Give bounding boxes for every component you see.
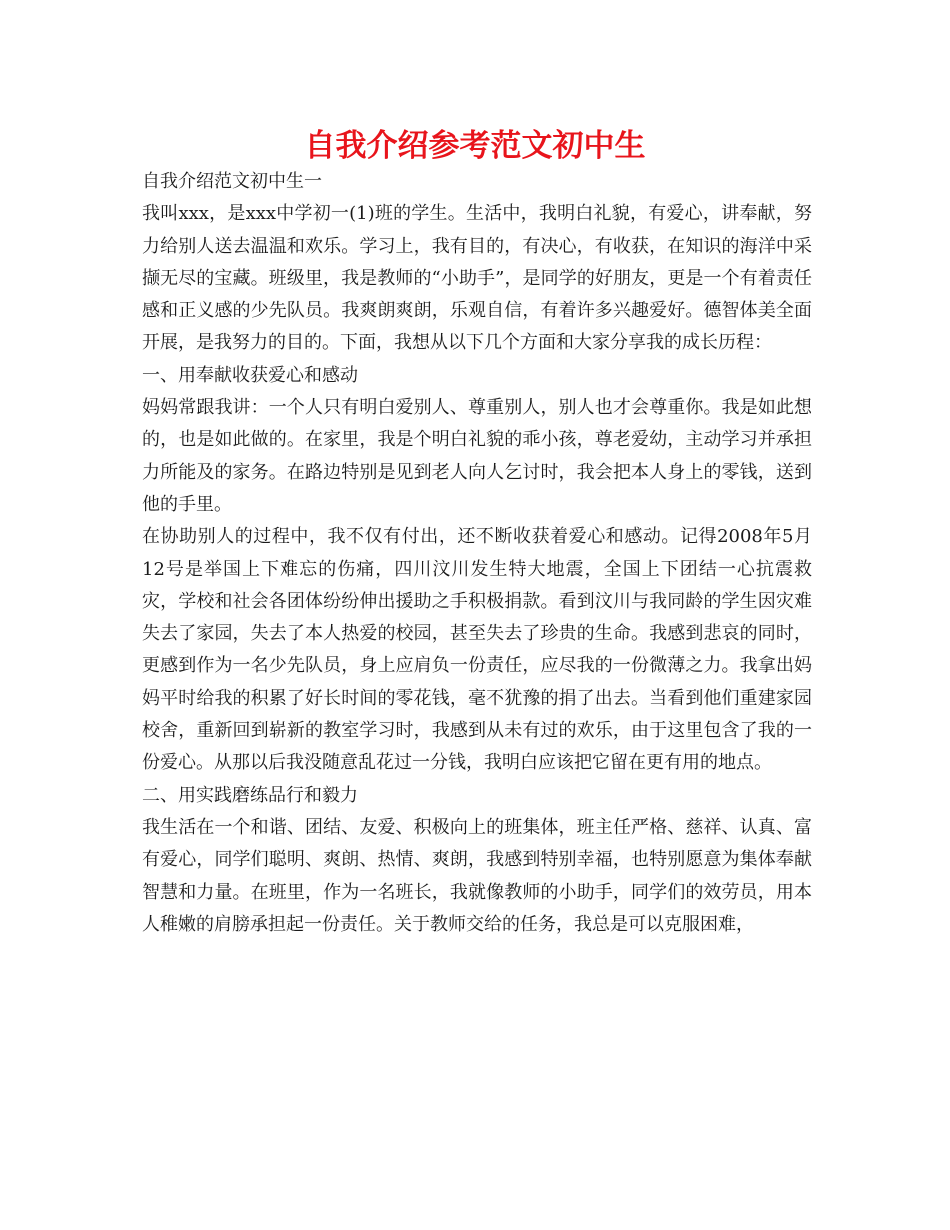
- section-heading: 自我介绍范文初中生一: [142, 171, 322, 192]
- section-heading: 一、用奉献收获爱心和感动: [142, 364, 358, 386]
- document-body: [142, 166, 812, 941]
- body-paragraph: 我生活在一个和谐、团结、友爱、积极向上的班集体，班主任严格、慈祥、认真、富有爱心，同学们聪明、爽朗、热情、爽朗，我感到特别幸福，也特别愿意为集体奉献智慧和力量。在班里，作为一名班长，我就像教师的小助手，同学们的效劳员，用本人稚嫩的肩膀承担起一份责任。关于教师交给的任务，我总是可以克服困难，: [142, 816, 812, 935]
- body-paragraph: 我叫xxx，是xxx中学初一(1)班的学生。生活中，我明白礼貌，有爱心，讲奉献，努力给别人送去温温和欢乐。学习上，我有目的，有决心，有收获，在知识的海洋中采撷无尽的宝藏。班级里，我是教师的“小助手”，是同学的好朋友，更是一个有着责任感和正义感的少先队员。我爽朗爽朗，乐观自信，有着许多兴趣爱好。德智体美全面开展，是我努力的目的。下面，我想从以下几个方面和大家分享我的成长历程：: [142, 203, 812, 354]
- body-paragraph: 在协助别人的过程中，我不仅有付出，还不断收获着爱心和感动。记得2008年5月12号是举国上下难忘的伤痛，四川汶川发生特大地震，全国上下团结一心抗震救灾，学校和社会各团体纷纷伸出援助之手积极捐款。看到汶川与我同龄的学生因灾难失去了家园，失去了本人热爱的校园，甚至失去了珍贵的生命。我感到悲哀的同时，更感到作为一名少先队员，身上应肩负一份责任，应尽我的一份微薄之力。我拿出妈妈平时给我的积累了好长时间的零花钱，毫不犹豫的捐了出去。当看到他们重建家园校舍，重新回到崭新的教室学习时，我感到从未有过的欢乐，由于这里包含了我的一份爱心。从那以后我没随意乱花过一分钱，我明白应该把它留在更有用的地点。: [142, 526, 812, 774]
- document-title: 自我介绍参考范文初中生: [304, 128, 646, 164]
- body-paragraph: 妈妈常跟我讲：一个人只有明白爱别人、尊重别人，别人也才会尊重你。我是如此想的，也是如此做的。在家里，我是个明白礼貌的乖小孩，尊老爱幼，主动学习并承担力所能及的家务。在路边特别是见到老人向人乞讨时，我会把本人身上的零钱，送到他的手里。: [142, 397, 812, 515]
- section-heading: 二、用实践磨练品行和毅力: [142, 784, 358, 806]
